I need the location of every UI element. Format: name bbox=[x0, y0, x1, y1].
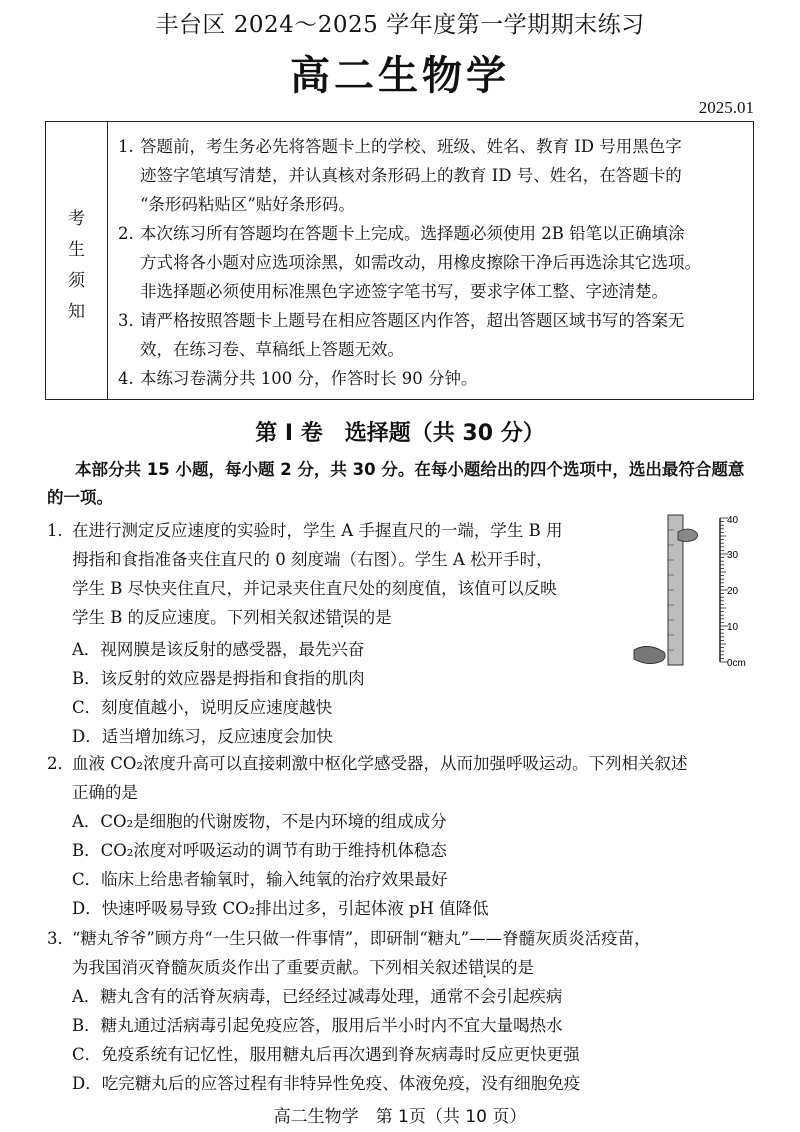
notice-label-char: 知 bbox=[68, 302, 85, 322]
emphasis-mark: 错误 bbox=[468, 958, 501, 977]
notice-item bbox=[118, 132, 748, 219]
exam-title: 丰台区 2024～2025 学年度第一学期期末练习 bbox=[155, 12, 645, 38]
notice-line: 迹签字笔填写清楚，并认真核对条形码上的教育 ID 号、姓名，在答题卡的 bbox=[140, 166, 682, 185]
notice-item-number: 2. bbox=[118, 224, 134, 243]
option-a: A．CO₂是细胞的代谢废物，不是内环境的组成成分 bbox=[72, 812, 447, 831]
option-b: B．糖丸通过活病毒引起免疫应答，服用后半小时内不宜大量喝热水 bbox=[72, 1016, 563, 1035]
question-stem-line: 拇指和食指准备夹住直尺的 0 刻度端（右图）。学生 A 松开手时， bbox=[72, 550, 553, 569]
option-c: C．免疫系统有记忆性，服用糖丸后再次遇到脊灰病毒时反应更快更强 bbox=[72, 1045, 580, 1064]
notice-item-number: 1. bbox=[118, 137, 134, 156]
page-footer: 高二生物学 第 1页（共 10 页） bbox=[273, 1107, 527, 1127]
notice-line: 非选择题必须使用标准黑色字迹签字笔书写，要求字体工整、字迹清楚。 bbox=[140, 282, 668, 301]
notice-line: 本练习卷满分共 100 分，作答时长 90 分钟。 bbox=[140, 369, 478, 388]
notice-line: 方式将各小题对应选项涂黑，如需改动，用橡皮擦除干净后再选涂其它选项。 bbox=[140, 253, 701, 272]
scale-label: 40 bbox=[727, 515, 739, 526]
notice-line: 答题前，考生务必先将答题卡上的学校、班级、姓名、教育 ID 号用黑色字 bbox=[140, 137, 682, 156]
section-intro: 本部分共 15 小题，每小题 2 分，共 30 分。在每小题给出的四个选项中，选出最符合题意的一项。 bbox=[47, 460, 745, 507]
question-stem-line: 学生 B 的反应速度。下列相关叙述错误的是 bbox=[72, 608, 392, 627]
question-stem-line: 血液 CO₂浓度升高可以直接刺激中枢化学感受器，从而加强呼吸运动。下列相关叙述 bbox=[72, 754, 688, 773]
option-c: C．临床上给患者输氧时，输入纯氧的治疗效果最好 bbox=[72, 870, 448, 889]
option-b: B．CO₂浓度对呼吸运动的调节有助于维持机体稳态 bbox=[72, 841, 447, 860]
subject-title: 高二生物学 bbox=[290, 53, 510, 99]
scale-label: 20 bbox=[727, 586, 739, 597]
option-c: C．刻度值越小，说明反应速度越快 bbox=[72, 698, 333, 717]
option-b: B．该反射的效应器是拇指和食指的肌肉 bbox=[72, 669, 365, 688]
notice-label-char: 生 bbox=[68, 240, 85, 260]
question-number: 3． bbox=[47, 929, 74, 948]
option-d: D．吃完糖丸后的应答过程有非特异性免疫、体液免疫，没有细胞免疫 bbox=[72, 1074, 581, 1093]
notice-item bbox=[118, 364, 748, 393]
exam-date: 2025.01 bbox=[698, 98, 754, 117]
hand-a-icon bbox=[678, 529, 698, 542]
notice-line: 请严格按照答题卡上题号在相应答题区内作答，超出答题区域书写的答案无 bbox=[140, 311, 685, 330]
question-stem-line: 在进行测定反应速度的实验时，学生 A 手握直尺的一端，学生 B 用 bbox=[72, 521, 563, 540]
notice-line: 本次练习所有答题均在答题卡上完成。选择题必须使用 2B 铅笔以正确填涂 bbox=[140, 224, 685, 243]
notice-label bbox=[46, 122, 108, 399]
scale-label: 0cm bbox=[727, 658, 746, 669]
notice-label-char: 须 bbox=[68, 271, 85, 291]
notice-item bbox=[118, 306, 748, 364]
question-stem-line: “糖丸爷爷”顾方舟“一生只做一件事情”，即研制“糖丸”——脊髓灰质炎活疫苗， bbox=[72, 929, 651, 948]
question-number: 1． bbox=[47, 521, 74, 540]
notice-line: “条形码粘贴区”贴好条形码。 bbox=[140, 195, 355, 214]
ruler-figure bbox=[628, 510, 778, 670]
scale-label: 30 bbox=[727, 550, 739, 561]
notice-items bbox=[118, 132, 748, 393]
question-stem-line: 学生 B 尽快夹住直尺，并记录夹住直尺处的刻度值，该值可以反映 bbox=[72, 579, 557, 598]
option-d: D．快速呼吸易导致 CO₂排出过多，引起体液 pH 值降低 bbox=[72, 899, 489, 918]
section-title: 第 I 卷 选择题（共 30 分） bbox=[255, 421, 545, 446]
emphasis-mark: 错误 bbox=[325, 608, 359, 627]
notice-item-number: 4. bbox=[118, 369, 134, 388]
notice-item bbox=[118, 219, 748, 306]
notice-label-char: 考 bbox=[68, 209, 85, 229]
question-stem-line: 正确的是 bbox=[72, 783, 138, 802]
notice-item-number: 3. bbox=[118, 311, 134, 330]
option-a: A．糖丸含有的活脊灰病毒，已经经过减毒处理，通常不会引起疾病 bbox=[72, 987, 563, 1006]
hand-b-icon bbox=[634, 646, 665, 663]
notice-line: 效，在练习卷、草稿纸上答题无效。 bbox=[140, 340, 404, 359]
question-number: 2． bbox=[47, 754, 74, 773]
option-a: A．视网膜是该反射的感受器，最先兴奋 bbox=[72, 640, 365, 659]
question-stem-line: 为我国消灭脊髓灰质炎作出了重要贡献。下列相关叙述错误的是 bbox=[72, 958, 534, 977]
option-d: D．适当增加练习，反应速度会加快 bbox=[72, 727, 333, 746]
notice-box bbox=[45, 121, 754, 400]
scale-label: 10 bbox=[727, 622, 739, 633]
